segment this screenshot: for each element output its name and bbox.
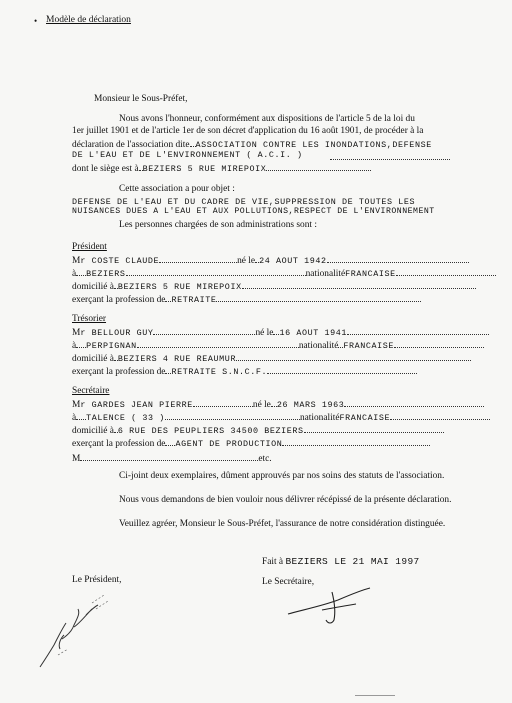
secretaire-address: 6 RUE DES PEUPLIERS 34500 BEZIERS [117,426,304,436]
president-heading: Président [72,242,107,252]
objet-line-2: NUISANCES DUES A L'EAU ET AUX POLLUTIONS,RESPECT DE L'ENVIRONNEMENT [72,207,435,216]
president-birth: 24 AOUT 1942 [259,256,327,266]
tresorier-heading: Trésorier [72,314,107,324]
president-address-line: domicilié à BEZIERS 5 RUE MIREPOIX [72,280,476,292]
objet-line-1: DEFENSE DE L'EAU ET DU CADRE DE VIE,SUPPRESSION DE TOUTES LES [72,197,416,207]
association-name-2: DE L'EAU ET DE L'ENVIRONNEMENT ( A.C.I. ) [72,150,303,160]
siege-line [72,162,371,174]
secretaire-name: r GARDES JEAN PIERRE [80,400,193,410]
fait-value: BEZIERS LE 21 MAI 1997 [285,556,420,567]
association-name-1: ASSOCIATION CONTRE LES INONDATIONS,DEFENSE [195,140,432,150]
admins-label: Les personnes chargées de son administrations sont : [119,220,317,230]
secretaire-address-line: domicilié à 6 RUE DES PEUPLIERS 34500 BEZIERS [72,424,444,436]
tresorier-address: BEZIERS 4 RUE REAUMUR [117,354,237,364]
closing-paragraph-1: Ci-joint deux exemplaires, dûment approuvés par nos soins des statuts de l'association. [119,471,445,481]
secretaire-name-line: Mr GARDES JEAN PIERRE né le 26 MARS 1963 [72,398,484,410]
president-address: BEZIERS 5 RUE MIREPOIX [117,282,242,292]
tresorier-address-line: domicilié à BEZIERS 4 RUE REAUMUR [72,352,471,364]
intro-line-1: Nous avons l'honneur, conformément aux dispositions de l'article 5 de la loi du [119,114,415,124]
tresorier-birth: 16 AOUT 1941 [279,328,347,338]
closing-paragraph-2: Nous vous demandons de bien vouloir nous délivrer récépissé de la présente déclaration. [119,495,452,505]
siege-value: BEZIERS 5 RUE MIREPOIX [142,164,267,174]
salutation: Monsieur le Sous-Préfet, [94,94,188,104]
page-title: Modèle de déclaration [46,15,131,25]
closing-paragraph-3: Veuillez agréer, Monsieur le Sous-Préfet, l'assurance de notre considération distinguée. [119,519,446,529]
secretaire-signature-label: Le Secrétaire, [262,577,315,587]
tresorier-profession: RETRAITE S.N.C.F. [171,367,268,377]
tresorier-birthplace: PERPIGNAN [86,341,137,351]
intro-line-3 [72,138,432,150]
secretaire-birthplace: TALENCE ( 33 ) [86,413,165,423]
president-birthplace-line: à BEZIERS nationalitéFRANCAISE [72,267,496,279]
president-name-line: Mr COSTE CLAUDE né le 24 AOUT 1942 [72,254,469,266]
tresorier-birthplace-line: à PERPIGNAN nationalité FRANCAISE [72,339,484,351]
president-nationality: FRANCAISE [345,269,396,279]
tresorier-name: r BELLOUR GUY [80,328,154,338]
objet-label: Cette association a pour objet : [119,184,235,194]
tresorier-profession-line: exerçant la profession de RETRAITE S.N.C.F. [72,365,417,377]
fait-line: Fait à BEZIERS LE 21 MAI 1997 [262,556,420,567]
president-name: r COSTE CLAUDE [80,256,160,266]
secretaire-birth: 26 MARS 1963 [276,400,345,410]
siege-label: dont le siège est à [72,164,139,174]
secretaire-birthplace-line: à TALENCE ( 33 ) nationalitéFRANCAISE [72,411,490,423]
bullet-icon: • [34,16,38,26]
secretaire-heading: Secrétaire [72,386,110,396]
intro-line-2: 1er juillet 1901 et de l'article 1er de son décret d'application du 16 août 1901, de procéder à la [72,126,424,136]
secretaire-nationality: FRANCAISE [339,413,391,423]
secretaire-profession-line: exerçant la profession de AGENT DE PRODUCTION [72,437,430,449]
secretaire-signature [282,580,382,630]
tresorier-name-line: Mr BELLOUR GUY né le 16 AOUT 1941 [72,326,489,338]
tresorier-nationality: FRANCAISE [343,341,395,351]
president-signature-label: Le Président, [72,575,122,585]
intro-line-3-label: déclaration de l'association dite [72,140,190,150]
scan-mark [355,695,395,696]
president-profession: RETRAITE [171,295,217,305]
president-birthplace: BEZIERS [86,269,126,279]
dotted-line [330,150,450,160]
secretaire-profession: AGENT DE PRODUCTION [175,439,283,449]
extra-line: M etc. [72,454,272,464]
president-signature [34,585,124,675]
president-profession-line: exerçant la profession de RETRAITE [72,293,421,305]
